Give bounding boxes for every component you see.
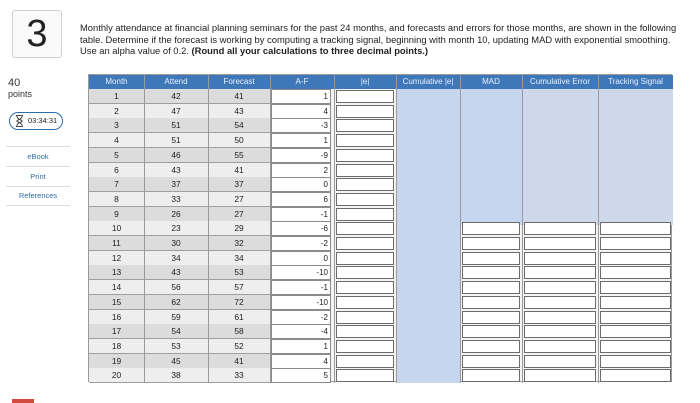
points-value: 40 xyxy=(8,77,21,89)
mad-input[interactable] xyxy=(462,237,520,250)
grid-line xyxy=(460,75,461,383)
page-marker xyxy=(12,399,34,403)
tracking-signal-input[interactable] xyxy=(600,340,671,353)
a-minus-f-cell: -3 xyxy=(271,118,331,133)
a-minus-f-cell: -9 xyxy=(271,148,331,163)
column-attend xyxy=(144,89,208,383)
grid-line xyxy=(598,75,599,383)
mad-input[interactable] xyxy=(462,325,520,338)
a-minus-f-cell: 1 xyxy=(271,339,331,354)
header-attend: Attend xyxy=(144,75,208,89)
attend-cell: 46 xyxy=(144,148,208,163)
a-minus-f-cell: 1 xyxy=(271,89,331,104)
header-cumulative-error: Cumulative Error xyxy=(522,75,598,89)
header-mad: MAD xyxy=(460,75,522,89)
timer-text: 03:34:31 xyxy=(28,116,58,125)
a-minus-f-cell: -2 xyxy=(271,236,331,251)
column-a-minus-f xyxy=(269,89,334,383)
a-minus-f-cell: -6 xyxy=(271,221,331,236)
sidebar-divider xyxy=(6,166,70,167)
attend-cell: 37 xyxy=(144,177,208,192)
forecast-cell: 55 xyxy=(208,148,270,163)
tracking-signal-input[interactable] xyxy=(600,237,671,250)
mad-input[interactable] xyxy=(462,355,520,368)
points-box xyxy=(8,78,32,100)
sidebar-divider xyxy=(6,205,70,206)
mad-input[interactable] xyxy=(462,311,520,324)
forecast-cell: 41 xyxy=(208,89,270,104)
grid-line xyxy=(522,75,523,383)
print-link[interactable]: Print xyxy=(30,172,46,181)
abs-error-input[interactable] xyxy=(336,266,394,279)
month-cell: 11 xyxy=(89,236,144,251)
cumulative-error-input[interactable] xyxy=(524,296,596,309)
shaded-region-cumulative xyxy=(396,225,460,383)
a-minus-f-cell: 2 xyxy=(271,163,331,178)
tracking-signal-table xyxy=(88,74,672,382)
month-cell: 5 xyxy=(89,148,144,163)
abs-error-input[interactable] xyxy=(336,134,394,147)
attend-cell: 54 xyxy=(144,324,208,339)
sidebar-divider xyxy=(6,186,70,187)
month-cell: 15 xyxy=(89,295,144,310)
tracking-signal-input[interactable] xyxy=(600,311,671,324)
sidebar-divider xyxy=(6,146,70,147)
timer-badge[interactable] xyxy=(9,112,63,130)
grid-line xyxy=(334,75,335,383)
forecast-cell: 57 xyxy=(208,280,270,295)
tracking-signal-input[interactable] xyxy=(600,281,671,294)
abs-error-input[interactable] xyxy=(336,178,394,191)
month-cell: 12 xyxy=(89,251,144,266)
a-minus-f-cell: 4 xyxy=(271,104,331,119)
a-minus-f-cell: -4 xyxy=(271,324,331,339)
tracking-signal-input[interactable] xyxy=(600,325,671,338)
forecast-cell: 34 xyxy=(208,251,270,266)
attend-cell: 45 xyxy=(144,354,208,369)
month-cell: 17 xyxy=(89,324,144,339)
attend-cell: 51 xyxy=(144,133,208,148)
tracking-signal-input[interactable] xyxy=(600,222,671,235)
header-forecast: Forecast xyxy=(208,75,270,89)
tracking-signal-input[interactable] xyxy=(600,355,671,368)
attend-cell: 47 xyxy=(144,104,208,119)
attend-cell: 38 xyxy=(144,368,208,383)
month-cell: 6 xyxy=(89,163,144,178)
tracking-signal-input[interactable] xyxy=(600,369,671,382)
abs-error-input[interactable] xyxy=(336,237,394,250)
attend-cell: 30 xyxy=(144,236,208,251)
attend-cell: 51 xyxy=(144,118,208,133)
tracking-signal-input[interactable] xyxy=(600,296,671,309)
month-cell: 2 xyxy=(89,104,144,119)
header-abs-error: |e| xyxy=(334,75,396,89)
forecast-cell: 29 xyxy=(208,221,270,236)
forecast-cell: 27 xyxy=(208,207,270,222)
mad-input[interactable] xyxy=(462,266,520,279)
month-cell: 1 xyxy=(89,89,144,104)
forecast-cell: 27 xyxy=(208,192,270,207)
a-minus-f-cell: 5 xyxy=(271,368,331,383)
attend-cell: 53 xyxy=(144,339,208,354)
mad-input[interactable] xyxy=(462,369,520,382)
a-minus-f-cell: -10 xyxy=(271,295,331,310)
a-minus-f-cell: -2 xyxy=(271,310,331,325)
month-cell: 13 xyxy=(89,265,144,280)
header-month: Month xyxy=(89,75,144,89)
forecast-cell: 52 xyxy=(208,339,270,354)
abs-error-input[interactable] xyxy=(336,325,394,338)
attend-cell: 43 xyxy=(144,163,208,178)
cumulative-error-input[interactable] xyxy=(524,281,596,294)
abs-error-input[interactable] xyxy=(336,222,394,235)
column-forecast xyxy=(208,89,270,383)
question-instructions xyxy=(80,22,680,57)
cumulative-error-input[interactable] xyxy=(524,222,596,235)
month-cell: 20 xyxy=(89,368,144,383)
grid-line xyxy=(396,75,397,383)
attend-cell: 59 xyxy=(144,310,208,325)
a-minus-f-cell: 6 xyxy=(271,192,331,207)
tracking-signal-input[interactable] xyxy=(600,266,671,279)
abs-error-input[interactable] xyxy=(336,208,394,221)
instructions-text: Monthly attendance at financial planning seminars for the past 24 months, and forecasts and errors for those months, are shown in the following table. Determine if the forecast is working by computing a tracking signal, beginning with month 10, updating MAD with exponential smoothing. Use an alpha value of 0.2. xyxy=(80,22,677,56)
forecast-cell: 41 xyxy=(208,163,270,178)
cumulative-error-input[interactable] xyxy=(524,252,596,265)
cumulative-error-input[interactable] xyxy=(524,325,596,338)
attend-cell: 34 xyxy=(144,251,208,266)
month-cell: 7 xyxy=(89,177,144,192)
abs-error-input[interactable] xyxy=(336,193,394,206)
cumulative-error-input[interactable] xyxy=(524,311,596,324)
abs-error-input[interactable] xyxy=(336,149,394,162)
mad-input[interactable] xyxy=(462,296,520,309)
hourglass-icon xyxy=(15,115,24,127)
mad-input[interactable] xyxy=(462,340,520,353)
header-cumulative-abs-error: Cumulative |e| xyxy=(396,75,460,89)
mad-input[interactable] xyxy=(462,222,520,235)
header-tracking-signal: Tracking Signal xyxy=(598,75,673,89)
month-cell: 16 xyxy=(89,310,144,325)
month-cell: 4 xyxy=(89,133,144,148)
ebook-link[interactable]: eBook xyxy=(27,152,49,161)
references-link[interactable]: References xyxy=(18,191,58,200)
month-cell: 3 xyxy=(89,118,144,133)
month-cell: 19 xyxy=(89,354,144,369)
forecast-cell: 58 xyxy=(208,324,270,339)
forecast-cell: 32 xyxy=(208,236,270,251)
forecast-cell: 54 xyxy=(208,118,270,133)
abs-error-input[interactable] xyxy=(336,296,394,309)
abs-error-input[interactable] xyxy=(336,252,394,265)
attend-cell: 62 xyxy=(144,295,208,310)
month-cell: 8 xyxy=(89,192,144,207)
attend-cell: 42 xyxy=(144,89,208,104)
a-minus-f-cell: 4 xyxy=(271,354,331,369)
attend-cell: 56 xyxy=(144,280,208,295)
cumulative-error-input[interactable] xyxy=(524,369,596,382)
grid-line xyxy=(270,75,271,383)
abs-error-input[interactable] xyxy=(336,340,394,353)
points-label: points xyxy=(8,89,33,99)
attend-cell: 33 xyxy=(144,192,208,207)
abs-error-input[interactable] xyxy=(336,164,394,177)
mad-input[interactable] xyxy=(462,281,520,294)
month-cell: 10 xyxy=(89,221,144,236)
attend-cell: 23 xyxy=(144,221,208,236)
forecast-cell: 72 xyxy=(208,295,270,310)
abs-error-input[interactable] xyxy=(336,119,394,132)
abs-error-input[interactable] xyxy=(336,281,394,294)
cumulative-error-input[interactable] xyxy=(524,266,596,279)
forecast-cell: 50 xyxy=(208,133,270,148)
mad-input[interactable] xyxy=(462,252,520,265)
attend-cell: 43 xyxy=(144,265,208,280)
a-minus-f-cell: -1 xyxy=(271,207,331,222)
a-minus-f-cell: 0 xyxy=(271,251,331,266)
a-minus-f-cell: -10 xyxy=(271,265,331,280)
forecast-cell: 43 xyxy=(208,104,270,119)
month-cell: 18 xyxy=(89,339,144,354)
forecast-cell: 53 xyxy=(208,265,270,280)
a-minus-f-cell: -1 xyxy=(271,280,331,295)
header-a-minus-f: A-F xyxy=(270,75,334,89)
abs-error-input[interactable] xyxy=(336,105,394,118)
cumulative-error-input[interactable] xyxy=(524,340,596,353)
column-month xyxy=(89,89,144,383)
question-number: 3 xyxy=(12,10,62,58)
a-minus-f-cell: 1 xyxy=(271,133,331,148)
abs-error-input[interactable] xyxy=(336,355,394,368)
forecast-cell: 61 xyxy=(208,310,270,325)
abs-error-input[interactable] xyxy=(336,90,394,103)
forecast-cell: 37 xyxy=(208,177,270,192)
forecast-cell: 41 xyxy=(208,354,270,369)
grid-line xyxy=(208,75,209,383)
shaded-region-early-months xyxy=(396,89,522,225)
cumulative-error-input[interactable] xyxy=(524,237,596,250)
grid-line xyxy=(144,75,145,383)
cumulative-error-input[interactable] xyxy=(524,355,596,368)
tracking-signal-input[interactable] xyxy=(600,252,671,265)
attend-cell: 26 xyxy=(144,207,208,222)
month-cell: 9 xyxy=(89,207,144,222)
forecast-cell: 33 xyxy=(208,368,270,383)
abs-error-input[interactable] xyxy=(336,311,394,324)
abs-error-input[interactable] xyxy=(336,369,394,382)
month-cell: 14 xyxy=(89,280,144,295)
instructions-rounding-note: (Round all your calculations to three decimal points.) xyxy=(191,45,429,56)
a-minus-f-cell: 0 xyxy=(271,177,331,192)
